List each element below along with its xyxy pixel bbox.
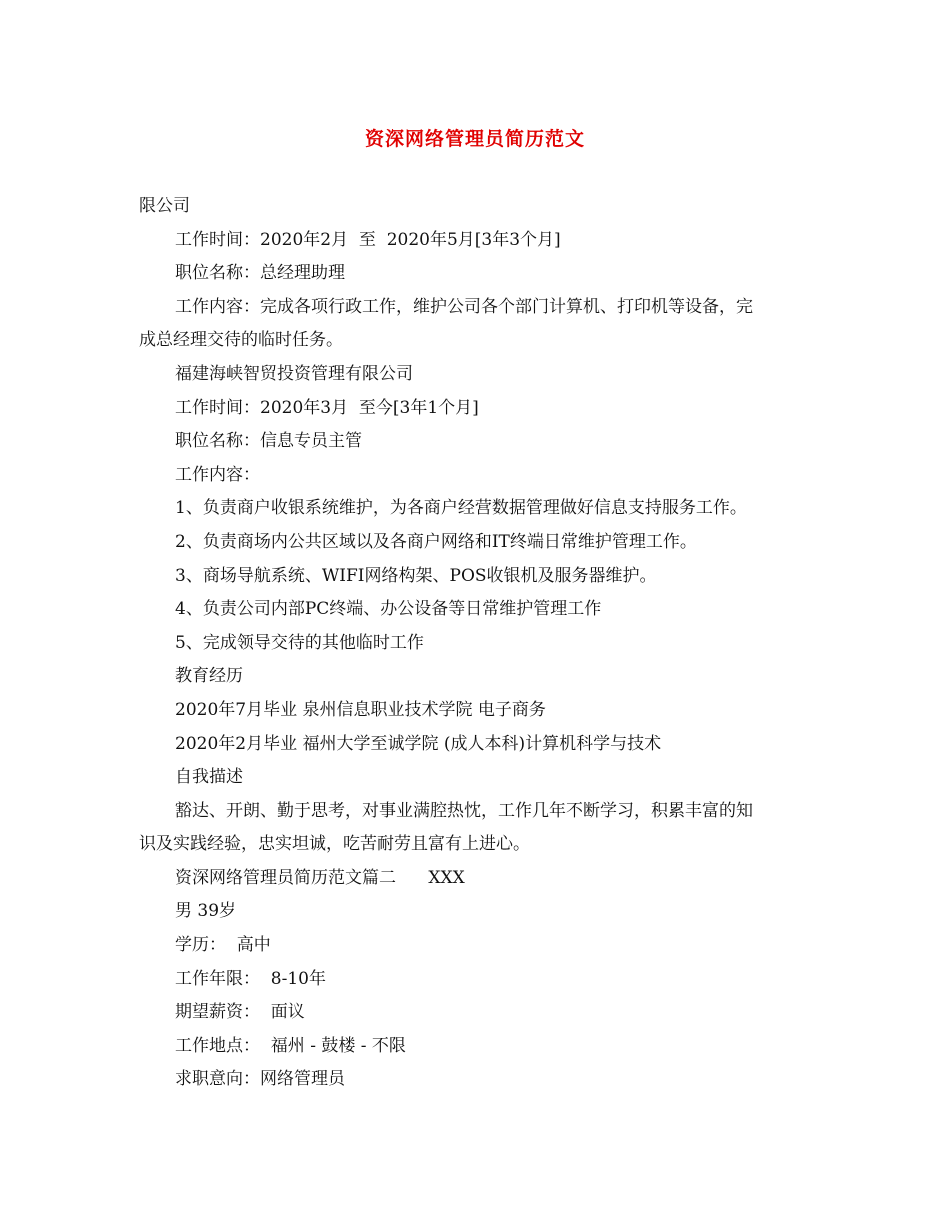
document-body bbox=[139, 190, 815, 1097]
text-line: 限公司 bbox=[139, 196, 190, 216]
self-description-line: 豁达、开朗、勤于思考，对事业满腔热忱，工作几年不断学习，积累丰富的知 bbox=[175, 800, 753, 821]
duty-item: 2、负责商场内公共区域以及各商户网络和IT终端日常维护管理工作。 bbox=[175, 531, 697, 552]
resume-two-heading: 资深网络管理员简历范文篇二 XXX bbox=[175, 867, 465, 888]
work-location-line: 工作地点： 福州 - 鼓楼 - 不限 bbox=[175, 1035, 406, 1056]
section-heading-education: 教育经历 bbox=[175, 666, 243, 687]
education-item: 2020年2月毕业 福州大学至诚学院 (成人本科)计算机科学与技术 bbox=[175, 733, 662, 754]
education-level-line: 学历： 高中 bbox=[175, 935, 271, 956]
position-line: 职位名称：总经理助理 bbox=[175, 263, 345, 284]
section-heading-self-description: 自我描述 bbox=[175, 767, 243, 788]
work-period-line: 工作时间：2020年3月 至今[3年1个月] bbox=[175, 397, 479, 418]
document-title: 资深网络管理员简历范文 bbox=[364, 128, 585, 150]
position-line: 职位名称：信息专员主管 bbox=[175, 431, 362, 452]
work-content-line: 工作内容：完成各项行政工作，维护公司各个部门计算机、打印机等设备，完 bbox=[175, 296, 753, 317]
gender-age-line: 男 39岁 bbox=[175, 901, 237, 922]
duty-item: 3、商场导航系统、WIFI网络构架、POS收银机及服务器维护。 bbox=[175, 565, 657, 586]
self-description-continuation: 识及实践经验，忠实坦诚，吃苦耐劳且富有上进心。 bbox=[139, 834, 530, 855]
company-name-line: 福建海峡智贸投资管理有限公司 bbox=[175, 363, 413, 384]
work-content-continuation: 成总经理交待的临时任务。 bbox=[139, 330, 343, 351]
duty-item: 5、完成领导交待的其他临时工作 bbox=[175, 632, 424, 653]
job-intention-line: 求职意向：网络管理员 bbox=[175, 1069, 345, 1090]
duty-item: 4、负责公司内部PC终端、办公设备等日常维护管理工作 bbox=[175, 599, 602, 620]
work-period-line: 工作时间：2020年2月 至 2020年5月[3年3个月] bbox=[175, 229, 561, 250]
education-item: 2020年7月毕业 泉州信息职业技术学院 电子商务 bbox=[175, 699, 546, 720]
duty-item: 1、负责商户收银系统维护，为各商户经营数据管理做好信息支持服务工作。 bbox=[175, 498, 747, 519]
work-years-line: 工作年限： 8-10年 bbox=[175, 968, 326, 989]
work-content-line: 工作内容： bbox=[175, 464, 260, 485]
expected-salary-line: 期望薪资： 面议 bbox=[175, 1002, 305, 1023]
